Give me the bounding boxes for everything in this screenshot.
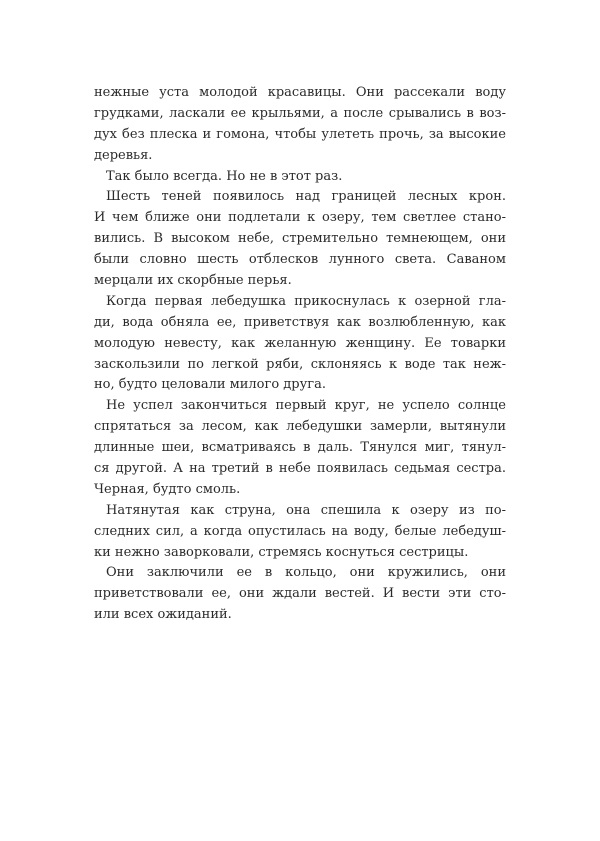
text-line: молодую невесту, как желанную женщину. Ее товарки [94,335,506,351]
text-line: деревья. [94,147,153,163]
text-line: Натянутая как струна, она спешила к озеру из по- [106,502,506,518]
text-line: мерцали их скорбные перья. [94,273,292,289]
text-line: Не успел закончиться первый круг, не успело солнце [106,398,506,414]
text-line: ки нежно заворковали, стремясь коснуться сестрицы. [94,544,469,560]
text-line: следних сил, а когда опустилась на воду, белые лебедуш- [94,523,506,539]
text-line: или всех ожиданий. [94,607,232,623]
text-line: ся другой. А на третий в небе появилась седьмая сестра. [94,461,506,477]
text-line: ди, вода обняла ее, приветствуя как возлюбленную, как [94,314,506,330]
text-line: Они заключили ее в кольцо, они кружились, они [106,565,506,581]
text-line: длинные шеи, всматриваясь в даль. Тянулся миг, тянул- [94,440,506,456]
text-line: Когда первая лебедушка прикоснулась к озерной гла- [106,293,506,309]
text-line: спрятаться за лесом, как лебедушки замерли, вытянули [94,419,506,435]
text-line: грудками, ласкали ее крыльями, а после срывались в воз- [94,105,506,121]
text-line: были словно шесть отблесков лунного света. Саваном [94,252,506,268]
text-line: И чем ближе они подлетали к озеру, тем светлее стано- [94,210,506,226]
text-line: Так было всегда. Но не в этот раз. [106,168,343,184]
text-line: Шесть теней появилось над границей лесных крон. [106,189,506,205]
text-line: дух без плеска и гомона, чтобы улететь прочь, за высокие [94,126,506,142]
text-line: приветствовали ее, они ждали вестей. И вести эти сто- [94,586,506,602]
text-line: Черная, будто смоль. [94,481,241,497]
text-line: но, будто целовали милого друга. [94,377,326,393]
text-line: заскользили по легкой ряби, склоняясь к воде так неж- [94,356,506,372]
text-line: нежные уста молодой красавицы. Они рассекали воду [94,85,506,100]
text-line: вились. В высоком небе, стремительно темнеющем, они [94,231,506,247]
page-body-text [94,83,506,626]
